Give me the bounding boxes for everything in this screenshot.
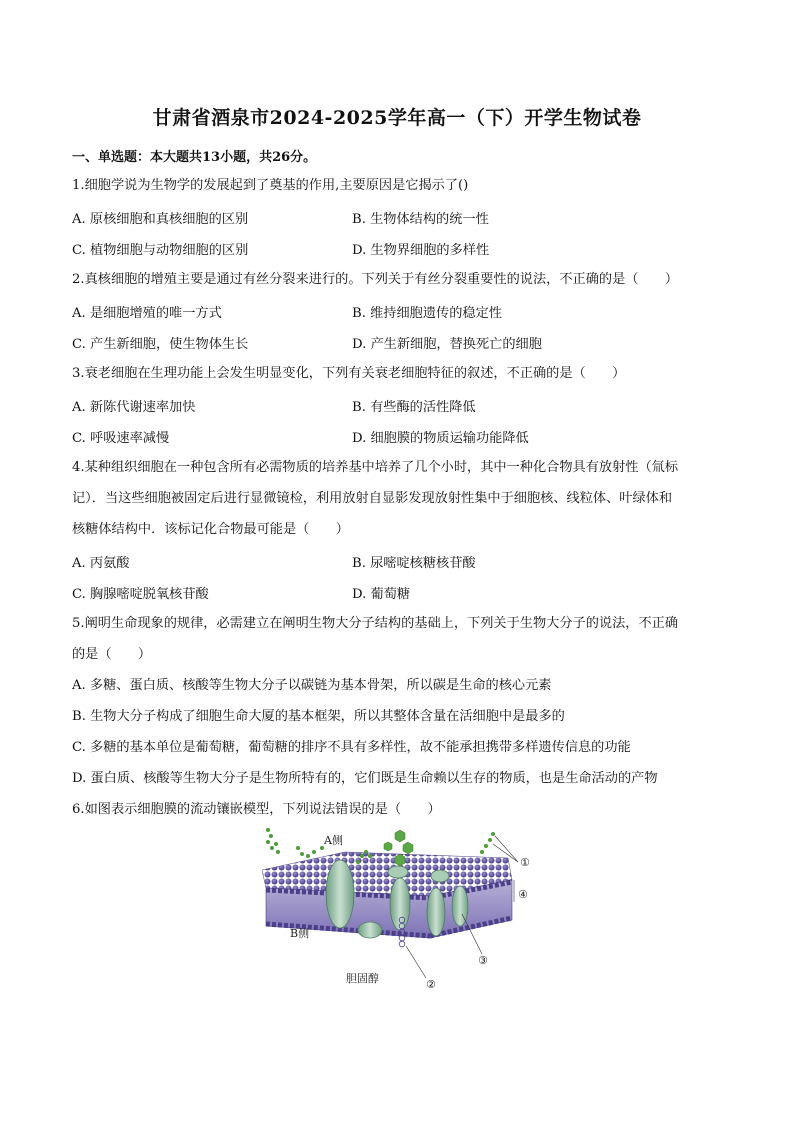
question-3-stem: 3.衰老细胞在生理功能上会发生明显变化，下列有关衰老细胞特征的叙述，不正确的是（ ） <box>72 366 626 381</box>
label-2: ② <box>426 978 436 991</box>
page-title: 甘肃省酒泉市2024-2025学年高一（下）开学生物试卷 <box>152 107 642 129</box>
question-1-option-b: B. 生物体结构的统一性 <box>352 212 489 227</box>
side-a-label: A侧 <box>324 834 343 847</box>
question-2-option-c: C. 产生新细胞，使生物体生长 <box>72 337 249 352</box>
question-5-option-b: B. 生物大分子构成了细胞生命大厦的基本框架，所以其整体含量在活细胞中是最多的 <box>72 709 565 724</box>
question-1-stem: 1.细胞学说为生物学的发展起到了奠基的作用,主要原因是它揭示了() <box>72 178 469 193</box>
question-5-stem-line-2: 的是（ ） <box>72 647 152 662</box>
question-4-stem-line-3: 核糖体结构中．该标记化合物最可能是（ ） <box>72 522 349 537</box>
surface-protein <box>431 870 449 882</box>
transmembrane-protein <box>452 886 468 926</box>
question-2-option-d: D. 产生新细胞，替换死亡的细胞 <box>352 337 542 352</box>
section-heading: 一、单选题：本大题共13小题，共26分。 <box>72 150 317 165</box>
fluid-mosaic-diagram <box>250 822 540 992</box>
label-4: ④ <box>518 888 528 901</box>
question-2-stem: 2.真核细胞的增殖主要是通过有丝分裂来进行的。下列关于有丝分裂重要性的说法，不正确的是（ ） <box>72 272 679 287</box>
question-3-option-b: B. 有些酶的活性降低 <box>352 400 476 415</box>
question-2-option-b: B. 维持细胞遗传的稳定性 <box>352 306 502 321</box>
question-1-option-c: C. 植物细胞与动物细胞的区别 <box>72 243 249 258</box>
question-4-stem-line-1: 4.某种组织细胞在一种包含所有必需物质的培养基中培养了几个小时，其中一种化合物具有放射性（氚标 <box>72 460 679 475</box>
question-4-stem-line-2: 记）．当这些细胞被固定后进行显微镜检，利用放射自显影发现放射性集中于细胞核、线粒体、叶绿体和 <box>72 491 673 506</box>
question-4-option-a: A. 丙氨酸 <box>72 556 130 571</box>
question-3-option-c: C. 呼吸速率减慢 <box>72 431 170 446</box>
question-4-option-b: B. 尿嘧啶核糖核苷酸 <box>352 556 476 571</box>
question-5-stem-line-1: 5.阐明生命现象的规律，必需建立在阐明生物大分子结构的基础上，下列关于生物大分子的说法，不正确 <box>72 616 679 631</box>
transmembrane-protein <box>427 888 445 936</box>
side-b-label: B侧 <box>290 927 310 940</box>
question-4-option-c: C. 胸腺嘧啶脱氧核苷酸 <box>72 587 209 602</box>
label-3: ③ <box>478 954 488 967</box>
question-3-option-d: D. 细胞膜的物质运输功能降低 <box>352 431 529 446</box>
question-3-option-a: A. 新陈代谢速率加快 <box>72 400 196 415</box>
membrane-figure <box>250 822 540 992</box>
cholesterol-label: 胆固醇 <box>346 972 379 985</box>
question-5-option-d: D. 蛋白质、核酸等生物大分子是生物所特有的，它们既是生命赖以生存的物质，也是生命活动的产物 <box>72 771 658 786</box>
question-2-option-a: A. 是细胞增殖的唯一方式 <box>72 306 222 321</box>
question-6-stem: 6.如图表示细胞膜的流动镶嵌模型，下列说法错误的是（ ） <box>72 802 441 817</box>
question-5-option-c: C. 多糖的基本单位是葡萄糖，葡萄糖的排序不具有多样性，故不能承担携带多样遗传信息的功能 <box>72 740 631 755</box>
label-1: ① <box>520 856 530 869</box>
question-1-option-d: D. 生物界细胞的多样性 <box>352 243 490 258</box>
question-5-option-a: A. 多糖、蛋白质、核酸等生物大分子以碳链为基本骨架，所以碳是生命的核心元素 <box>72 678 552 693</box>
peripheral-protein <box>358 922 382 938</box>
surface-protein <box>388 866 408 878</box>
question-4-option-d: D. 葡萄糖 <box>352 587 411 602</box>
question-1-option-a: A. 原核细胞和真核细胞的区别 <box>72 212 249 227</box>
transmembrane-protein <box>326 860 354 928</box>
